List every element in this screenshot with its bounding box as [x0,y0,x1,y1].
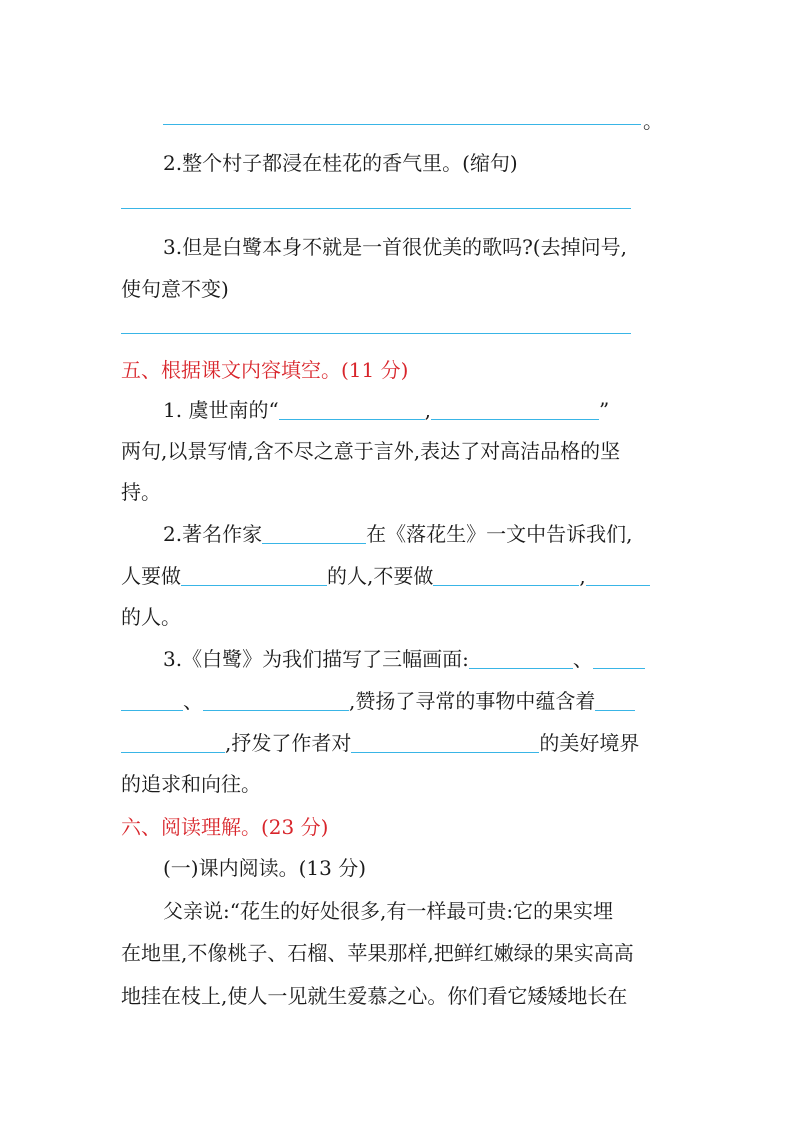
s5q3-blank-5[interactable] [351,732,539,753]
s5q2-text-c: 人要做 [121,564,181,588]
question-3-line1: 3.但是白鹭本身不就是一首很优美的歌吗?(去掉问号, [163,235,627,259]
s5q1-text-c: ” [599,398,610,422]
s5q3-text-c: 、 [183,689,203,713]
section-5-heading: 五、根据课文内容填空。(11 分) [121,358,409,382]
s5q3-text-f: 的美好境界 [539,731,640,755]
s5q2-text-d: 的人,不要做 [327,564,434,588]
reading-paragraph-line2: 在地里,不像桃子、石榴、苹果那样,把鲜红嫩绿的果实高高 [121,941,634,965]
s5q1-text-a: 1. 虞世南的“ [163,398,279,422]
s5q1-blank-1[interactable] [279,399,425,420]
s5-question-3-line4: 的追求和向往。 [121,772,261,796]
s5-question-3-line1 [163,646,645,672]
s5-question-1-line1 [163,397,609,423]
sub-section-in-class-reading: (一)课内阅读。(13 分) [163,856,367,880]
s5q3-blank-2b[interactable] [121,690,183,711]
s5-question-1-line3: 持。 [121,480,161,504]
s5q3-blank-2a[interactable] [593,648,645,669]
s5q3-blank-1[interactable] [469,648,573,669]
s5-question-1-line2: 两句,以景写情,含不尽之意于言外,表达了对高洁品格的坚 [121,439,621,463]
s5-question-3-line2 [121,688,635,714]
s5q1-text-b: , [424,398,432,422]
section-6-heading: 六、阅读理解。(23 分) [121,815,329,839]
reading-paragraph-line1: 父亲说:“花生的好处很多,有一样最可贵:它的果实埋 [163,899,614,923]
s5-question-3-line3 [121,730,639,756]
s5-question-2-line1 [163,521,632,547]
s5q2-blank-2[interactable] [181,565,327,586]
s5q3-blank-4a[interactable] [595,690,635,711]
answer-line-q1[interactable] [163,124,641,125]
s5q2-blank-3[interactable] [433,565,579,586]
question-2: 2.整个村子都浸在桂花的香气里。(缩句) [163,151,518,175]
s5-question-2-line2 [121,563,650,589]
s5q3-text-d: ,赞扬了寻常的事物中蕴含着 [349,689,596,713]
s5q1-blank-2[interactable] [431,399,599,420]
answer-line-q3[interactable] [121,333,631,334]
s5q2-text-b: 在《落花生》一文中告诉我们, [366,522,633,546]
answer-line-q2[interactable] [121,208,631,209]
s5q3-text-e: ,抒发了作者对 [225,731,352,755]
q1-end-mark: 。 [643,109,663,133]
s5q3-blank-4b[interactable] [121,732,225,753]
s5q2-blank-4[interactable] [586,565,650,586]
s5q3-blank-3[interactable] [203,690,349,711]
s5q3-text-a: 3.《白鹭》为我们描写了三幅画面: [163,647,469,671]
s5q2-text-a: 2.著名作家 [163,522,263,546]
s5q3-text-b: 、 [572,647,593,671]
reading-paragraph-line3: 地挂在枝上,使人一见就生爱慕之心。你们看它矮矮地长在 [121,984,628,1008]
s5-question-2-line3: 的人。 [121,605,181,629]
s5q2-text-e: , [579,564,586,588]
question-3-line2: 使句意不变) [121,277,229,301]
s5q2-blank-author[interactable] [262,523,366,544]
